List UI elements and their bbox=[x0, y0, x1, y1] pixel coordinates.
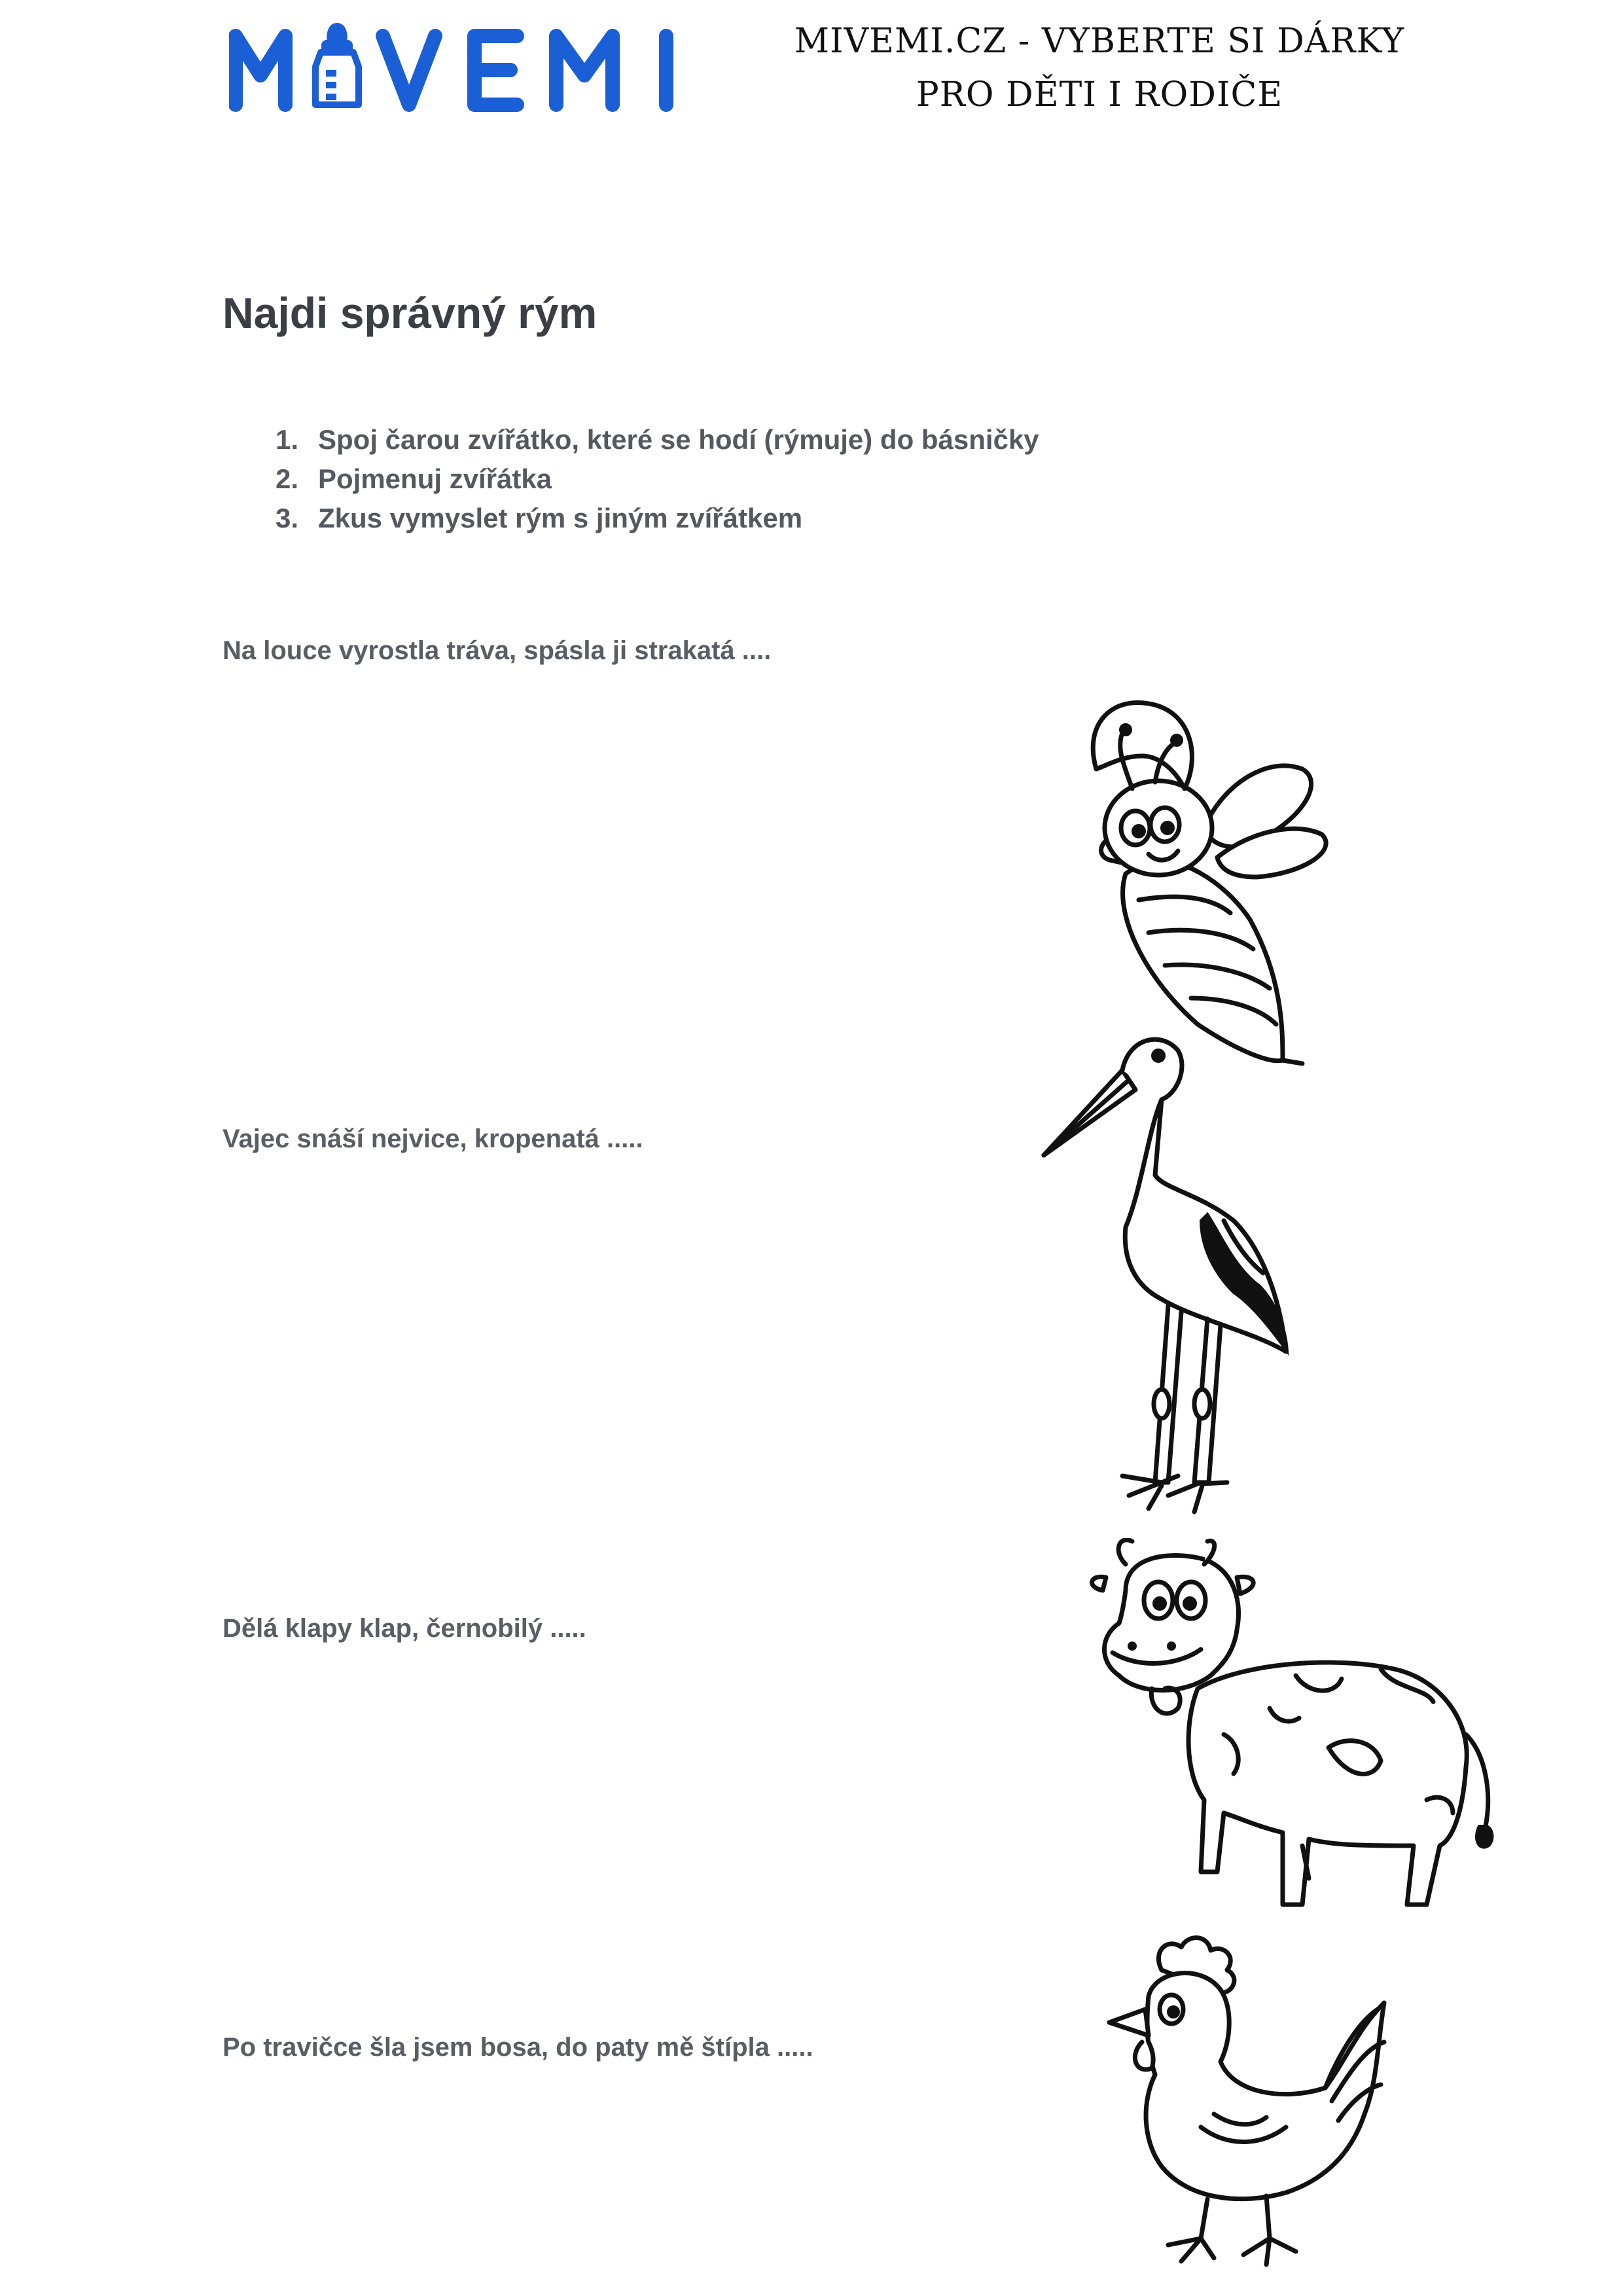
instruction-text: Spoj čarou zvířátko, které se hodí (rýmuje) do básničky bbox=[318, 424, 1039, 455]
instruction-item bbox=[249, 420, 1039, 459]
mivemi-logo[interactable] bbox=[229, 20, 707, 118]
tagline-line-1: MIVEMI.CZ - VYBERTE SI DÁRKY bbox=[794, 22, 1405, 61]
instruction-list bbox=[249, 420, 1039, 538]
instruction-text: Pojmenuj zvířátka bbox=[318, 463, 552, 494]
rhyme-line-3: Dělá klapy klap, černobilý ..... bbox=[223, 1614, 586, 1643]
instruction-number: 1. bbox=[275, 424, 298, 455]
instruction-item bbox=[249, 459, 1039, 499]
rhyme-line-4: Po travičce šla jsem bosa, do paty mě štípla ..... bbox=[223, 2033, 813, 2062]
header-tagline bbox=[772, 14, 1427, 122]
cow-icon[interactable] bbox=[1086, 1538, 1512, 1931]
rhyme-line-1: Na louce vyrostla tráva, spásla ji strakatá .... bbox=[223, 636, 772, 665]
stork-icon[interactable] bbox=[1037, 1024, 1325, 1535]
rhyme-line-2: Vajec snáší nejvice, kropenatá ..... bbox=[223, 1124, 643, 1153]
hen-icon[interactable] bbox=[1090, 1931, 1397, 2291]
instruction-number: 2. bbox=[275, 463, 298, 494]
tagline-line-2: PRO DĚTI I RODIČE bbox=[916, 75, 1283, 115]
instruction-text: Zkus vymyslet rým s jiným zvířátkem bbox=[318, 503, 803, 533]
instruction-number: 3. bbox=[275, 503, 298, 533]
worksheet-title: Najdi správný rým bbox=[223, 289, 597, 337]
instruction-item bbox=[249, 499, 1039, 538]
bee-icon[interactable] bbox=[1086, 697, 1361, 1070]
